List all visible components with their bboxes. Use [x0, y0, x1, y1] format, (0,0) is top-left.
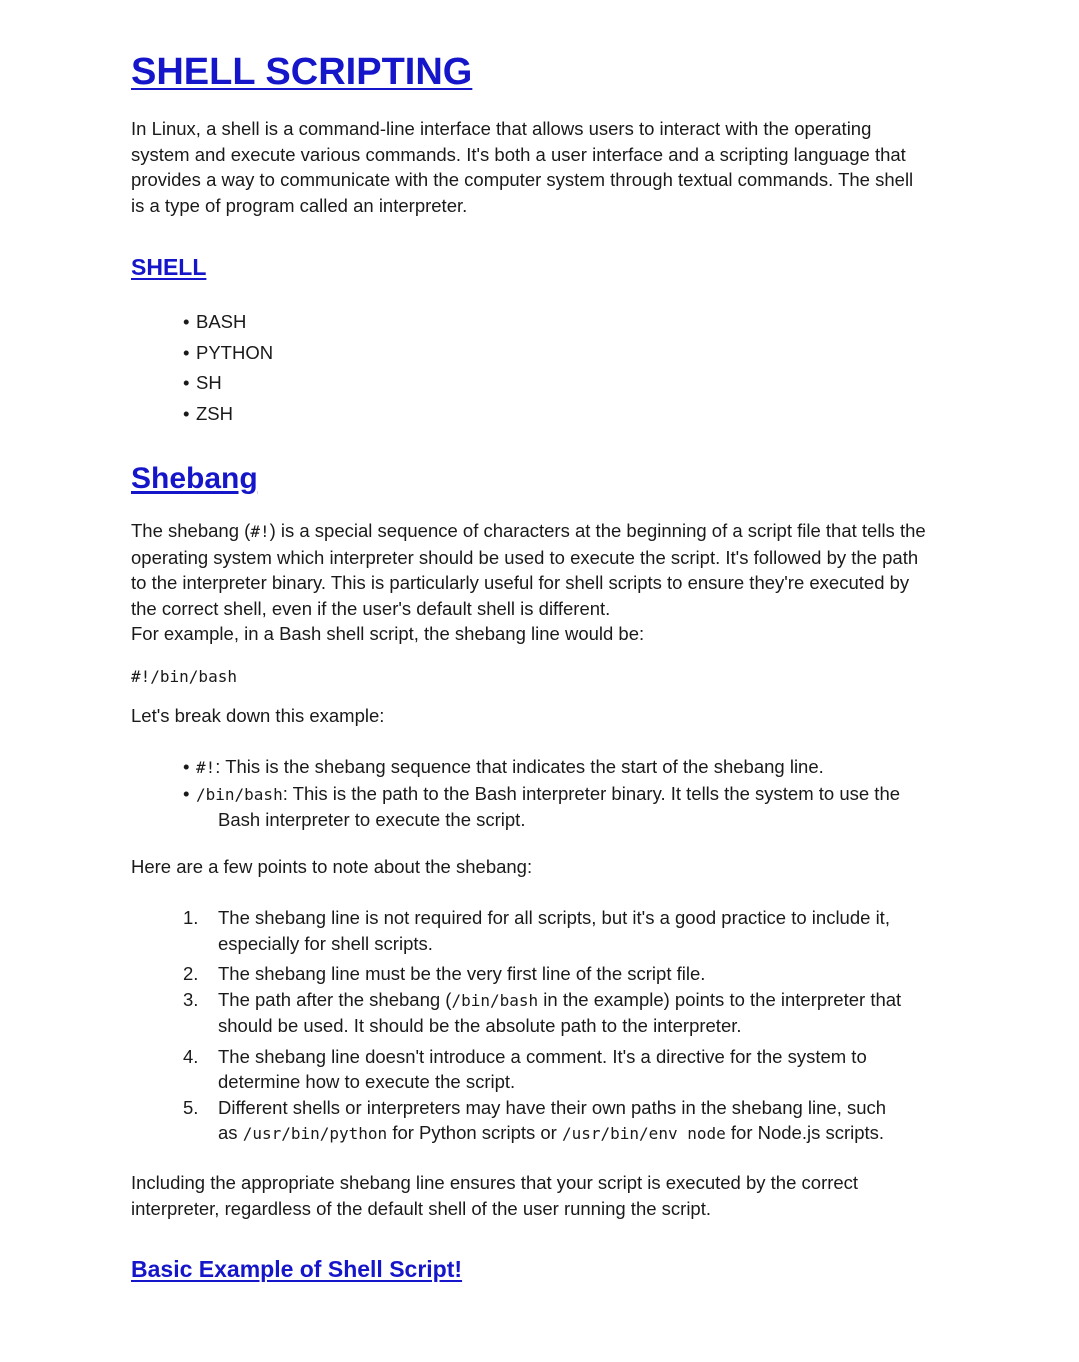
intro-paragraph	[131, 116, 956, 218]
text-line: Including the appropriate shebang line ensures that your script is executed by the correct	[131, 1172, 859, 1193]
shebang-line: the correct shell, even if the user's default shell is different.	[131, 597, 611, 619]
text-line: Different shells or interpreters may have their own paths in the shebang line, such	[218, 1096, 887, 1118]
text-line: should be used. It should be the absolute path to the interpreter.	[218, 1015, 742, 1036]
text-fragment: for Node.js scripts.	[725, 1122, 885, 1143]
text-line: The shebang line is not required for all scripts, but it's a good practice to include it,	[218, 907, 890, 928]
basic-example-heading: Basic Example of Shell Script!	[131, 1256, 463, 1282]
list-item: • ZSH	[183, 399, 273, 430]
text-fragment: Bash interpreter to execute the script.	[218, 809, 526, 830]
inline-code: #!	[196, 758, 216, 777]
conclusion-paragraph	[131, 1170, 956, 1221]
text-fragment: The shebang (	[131, 520, 251, 541]
shebang-line: to the interpreter binary. This is particularly useful for shell scripts to ensure they're executed by	[131, 572, 910, 593]
text-fragment: : This is the shebang sequence that indicates the start of the shebang line.	[215, 756, 824, 777]
list-item: • SH	[183, 368, 273, 399]
inline-code: /bin/bash	[451, 990, 539, 1010]
breakdown-intro	[131, 703, 956, 729]
item-number: 1.	[183, 907, 199, 928]
list-item	[183, 1095, 901, 1147]
text-fragment: for Python scripts or	[387, 1122, 562, 1143]
intro-line: system and execute various commands. It's both a user interface and a scripting language that	[131, 143, 906, 165]
list-item	[183, 754, 900, 781]
text-line: determine how to execute the script.	[218, 1071, 516, 1092]
text-fragment: The path after the shebang (	[218, 988, 452, 1010]
list-item	[183, 781, 900, 833]
item-number: 5.	[183, 1096, 199, 1118]
notes-intro	[131, 854, 956, 880]
text-line	[218, 987, 901, 1014]
shebang-heading: Shebang	[131, 462, 258, 495]
text-line	[218, 1120, 901, 1147]
text-line: The shebang line doesn't introduce a comment. It's a directive for the system to	[218, 1045, 867, 1067]
shebang-line: For example, in a Bash shell script, the shebang line would be:	[131, 623, 645, 644]
item-number: 4.	[183, 1045, 199, 1067]
inline-code: /bin/bash	[196, 784, 283, 804]
page-title: SHELL SCRIPTING	[131, 51, 473, 93]
text-line: Let's break down this example:	[131, 705, 385, 726]
shell-list	[183, 307, 273, 430]
item-number: 2.	[183, 963, 199, 984]
list-item	[183, 987, 901, 1039]
intro-line: is a type of program called an interpreter.	[131, 194, 468, 216]
text-line: especially for shell scripts.	[218, 932, 433, 954]
list-item: • PYTHON	[183, 338, 273, 369]
intro-line: In Linux, a shell is a command-line interface that allows users to interact with the operating	[131, 118, 872, 139]
inline-code: /usr/bin/python	[242, 1124, 388, 1143]
intro-line: provides a way to communicate with the computer system through textual commands. The shell	[131, 169, 914, 190]
text-fragment: ) is a special sequence of characters at the beginning of a script file that tells the	[269, 520, 926, 541]
shell-heading: SHELL	[131, 254, 207, 280]
item-number: 3.	[183, 988, 199, 1010]
text-fragment: in the example) points to the interpreter that	[538, 988, 902, 1010]
list-item	[183, 1044, 901, 1095]
notes-list	[183, 905, 901, 1152]
text-fragment: : This is the path to the Bash interpreter binary. It tells the system to use the	[282, 782, 901, 804]
list-item: • BASH	[183, 307, 273, 338]
inline-code: /usr/bin/env node	[561, 1124, 726, 1143]
shebang-paragraph	[131, 518, 956, 647]
breakdown-list	[183, 754, 900, 833]
shebang-line	[131, 518, 956, 545]
text-line: interpreter, regardless of the default shell of the user running the script.	[131, 1197, 711, 1219]
code-block: #!/bin/bash	[131, 667, 237, 686]
shebang-line: operating system which interpreter should be used to execute the script. It's followed by the path	[131, 546, 919, 568]
list-item	[183, 905, 901, 956]
text-line: The shebang line must be the very first line of the script file.	[218, 963, 706, 984]
text-fragment: as	[218, 1122, 243, 1143]
text-line: Here are a few points to note about the shebang:	[131, 856, 533, 877]
inline-code: #!	[250, 522, 270, 541]
list-item	[183, 961, 901, 987]
